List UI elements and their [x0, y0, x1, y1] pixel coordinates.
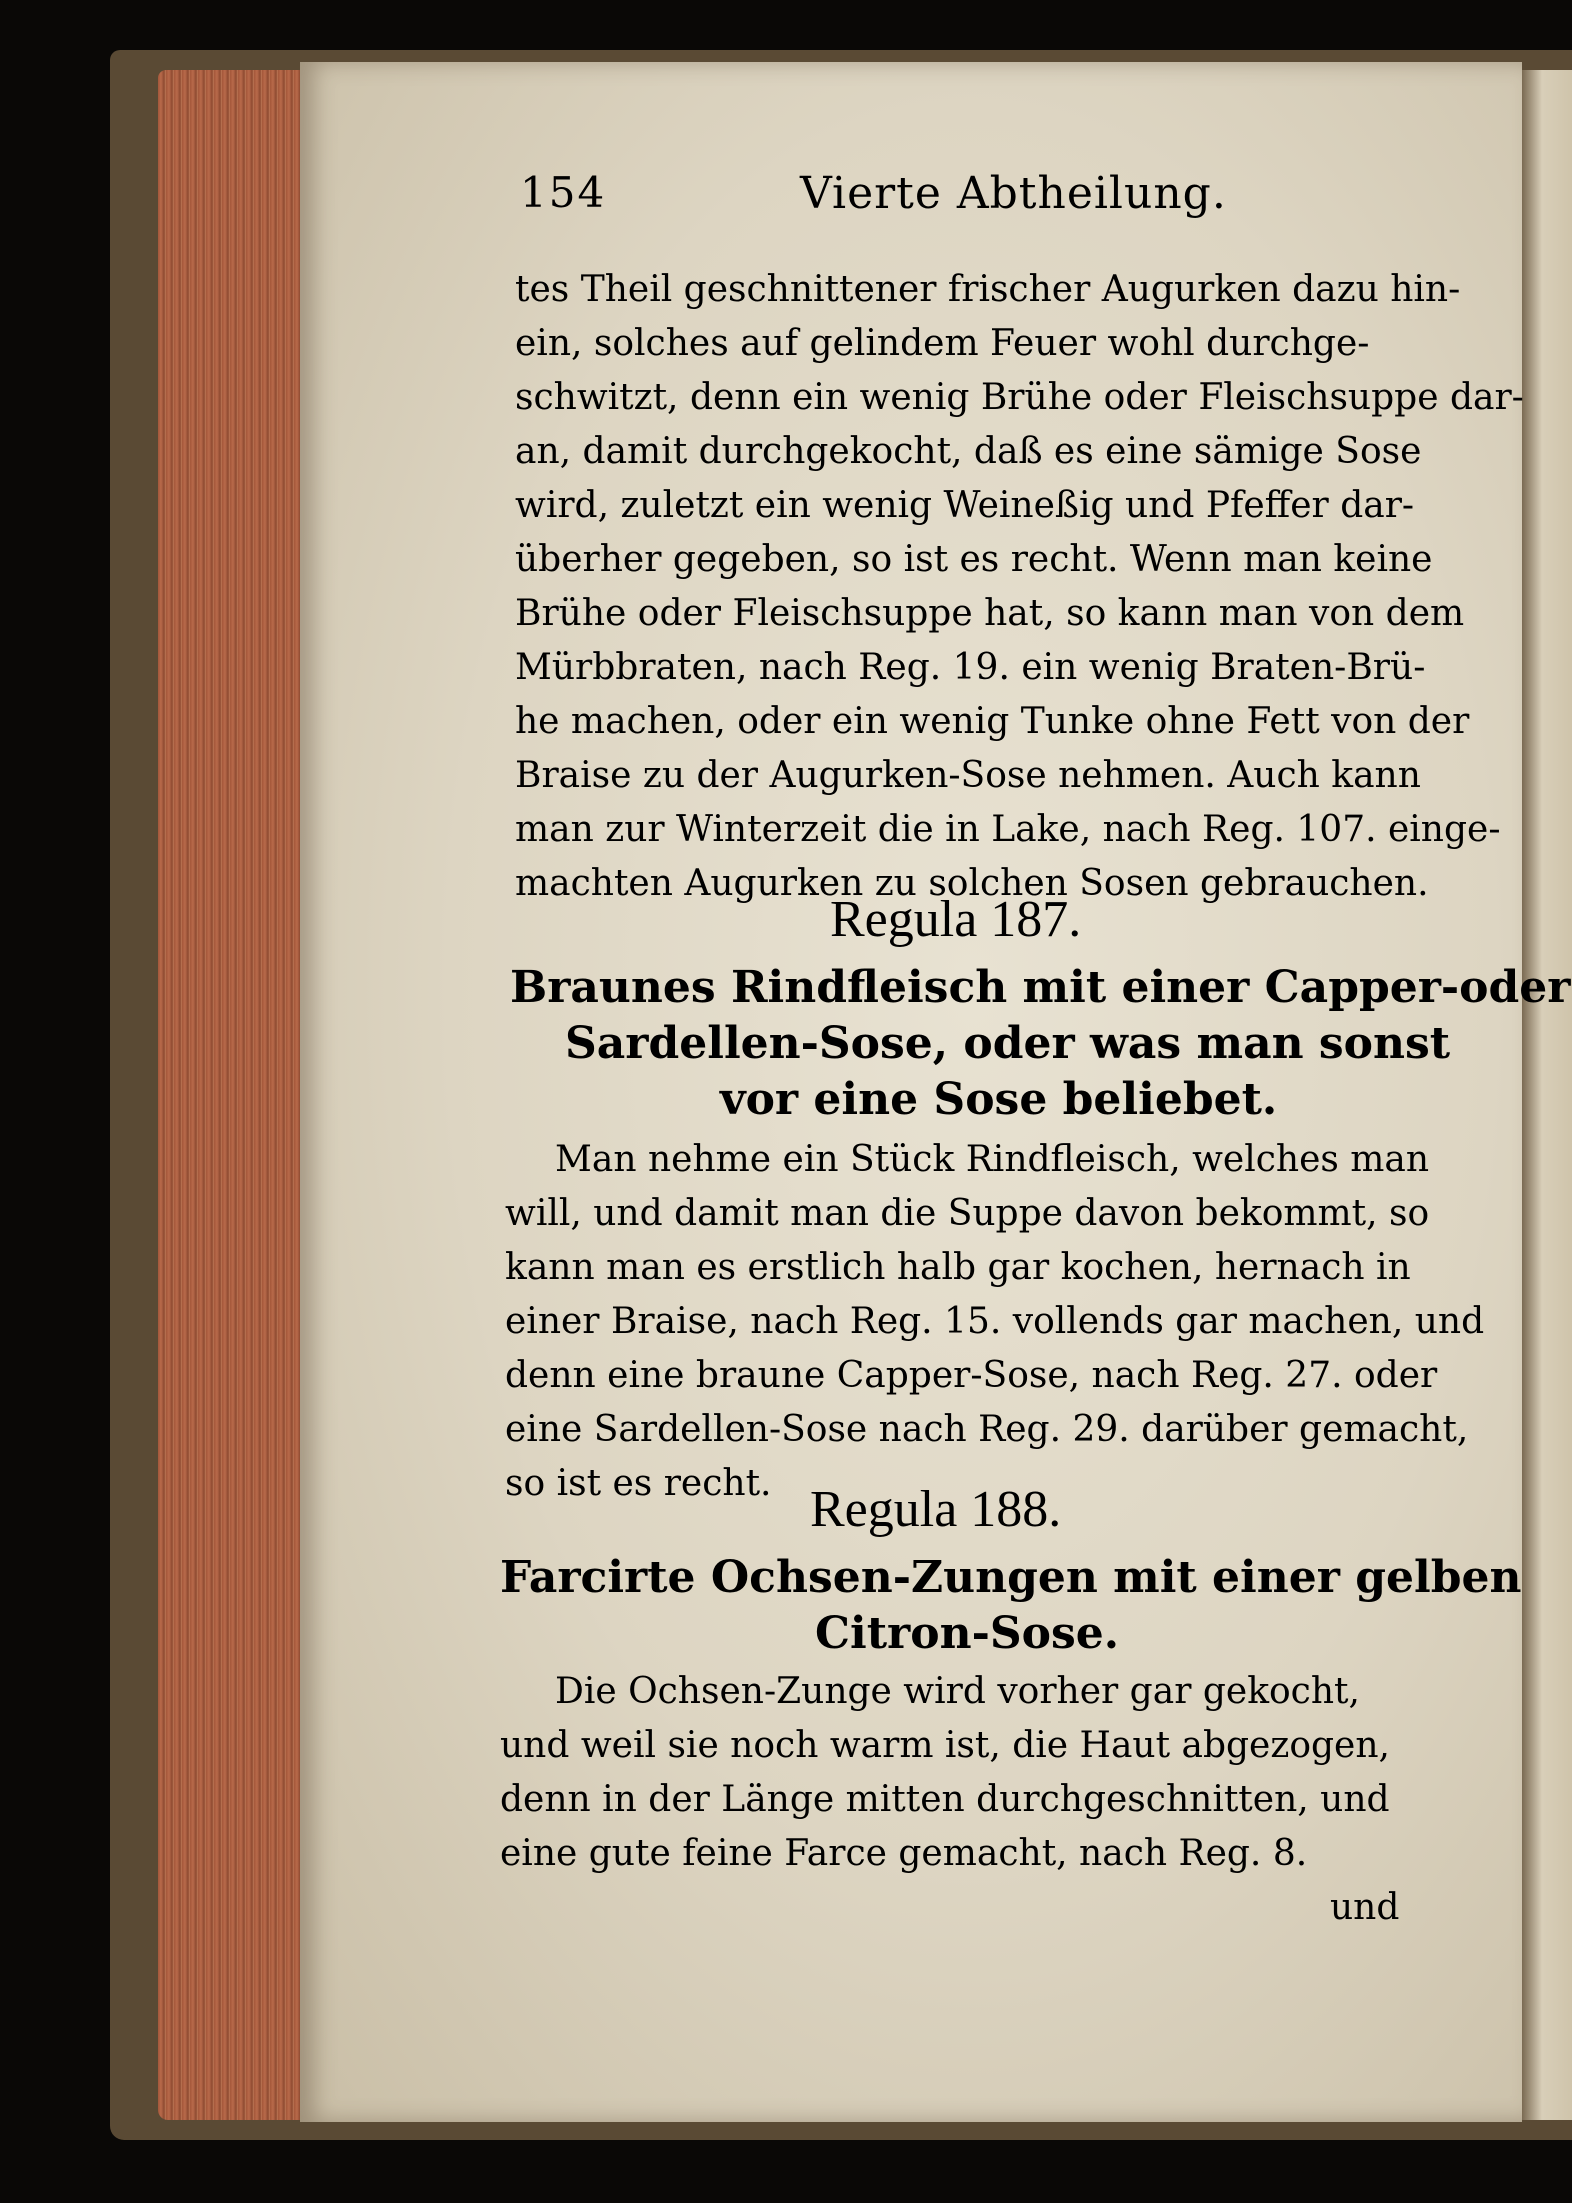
text-line: denn in der Länge mitten durchgeschnitten, und: [500, 1779, 1390, 1820]
text-line: einer Braise, nach Reg. 15. vollends gar machen, und: [505, 1301, 1485, 1342]
recipe-title-line: Sardellen-Sose, oder was man sonst: [565, 1018, 1451, 1069]
text-line: tes Theil geschnittener frischer Augurken dazu hin-: [515, 269, 1461, 310]
text-line: he machen, oder ein wenig Tunke ohne Fett von der: [515, 701, 1470, 742]
text-line: und weil sie noch warm ist, die Haut abgezogen,: [500, 1725, 1390, 1766]
catchword: und: [1330, 1887, 1400, 1928]
text-line: eine gute feine Farce gemacht, nach Reg. 8.: [500, 1833, 1308, 1874]
recipe-title-line: Citron-Sose.: [815, 1608, 1120, 1659]
page-number: 154: [520, 168, 607, 217]
text-line: wird, zuletzt ein wenig Weineßig und Pfeffer dar-: [515, 485, 1415, 526]
regula-heading: Regula 188.: [810, 1481, 1062, 1538]
regula-heading: Regula 187.: [830, 891, 1082, 948]
text-line: an, damit durchgekocht, daß es eine sämige Sose: [515, 431, 1422, 472]
text-line: überher gegeben, so ist es recht. Wenn man keine: [515, 539, 1433, 580]
recipe-title-line: Farcirte Ochsen-Zungen mit einer gelben: [500, 1552, 1522, 1603]
recipe-title-line: Braunes Rindfleisch mit einer Capper-oder: [510, 962, 1571, 1013]
text-line: schwitzt, denn ein wenig Brühe oder Fleischsuppe dar-: [515, 377, 1524, 418]
page-edges: [158, 70, 308, 2120]
text-line: denn eine braune Capper-Sose, nach Reg. 27. oder: [505, 1355, 1438, 1396]
text-line: so ist es recht.: [505, 1463, 772, 1504]
text-line: ein, solches auf gelindem Feuer wohl durchge-: [515, 323, 1370, 364]
text-line: man zur Winterzeit die in Lake, nach Reg. 107. einge-: [515, 809, 1501, 850]
page-header: [520, 168, 1420, 228]
recipe-title-line: vor eine Sose beliebet.: [720, 1074, 1278, 1125]
text-line: Braise zu der Augurken-Sose nehmen. Auch kann: [515, 755, 1421, 796]
text-line: Die Ochsen-Zunge wird vorher gar gekocht,: [555, 1671, 1360, 1712]
text-line: kann man es erstlich halb gar kochen, hernach in: [505, 1247, 1411, 1288]
facing-page-edge: [1522, 70, 1572, 2120]
text-line: eine Sardellen-Sose nach Reg. 29. darüber gemacht,: [505, 1409, 1469, 1450]
text-line: will, und damit man die Suppe davon bekommt, so: [505, 1193, 1430, 1234]
text-line: Brühe oder Fleischsuppe hat, so kann man von dem: [515, 593, 1465, 634]
text-line: machten Augurken zu solchen Sosen gebrauchen.: [515, 863, 1429, 904]
running-head: Vierte Abtheilung.: [800, 168, 1227, 219]
text-line: Man nehme ein Stück Rindfleisch, welches man: [555, 1139, 1430, 1180]
text-line: Mürbbraten, nach Reg. 19. ein wenig Braten-Brü-: [515, 647, 1426, 688]
